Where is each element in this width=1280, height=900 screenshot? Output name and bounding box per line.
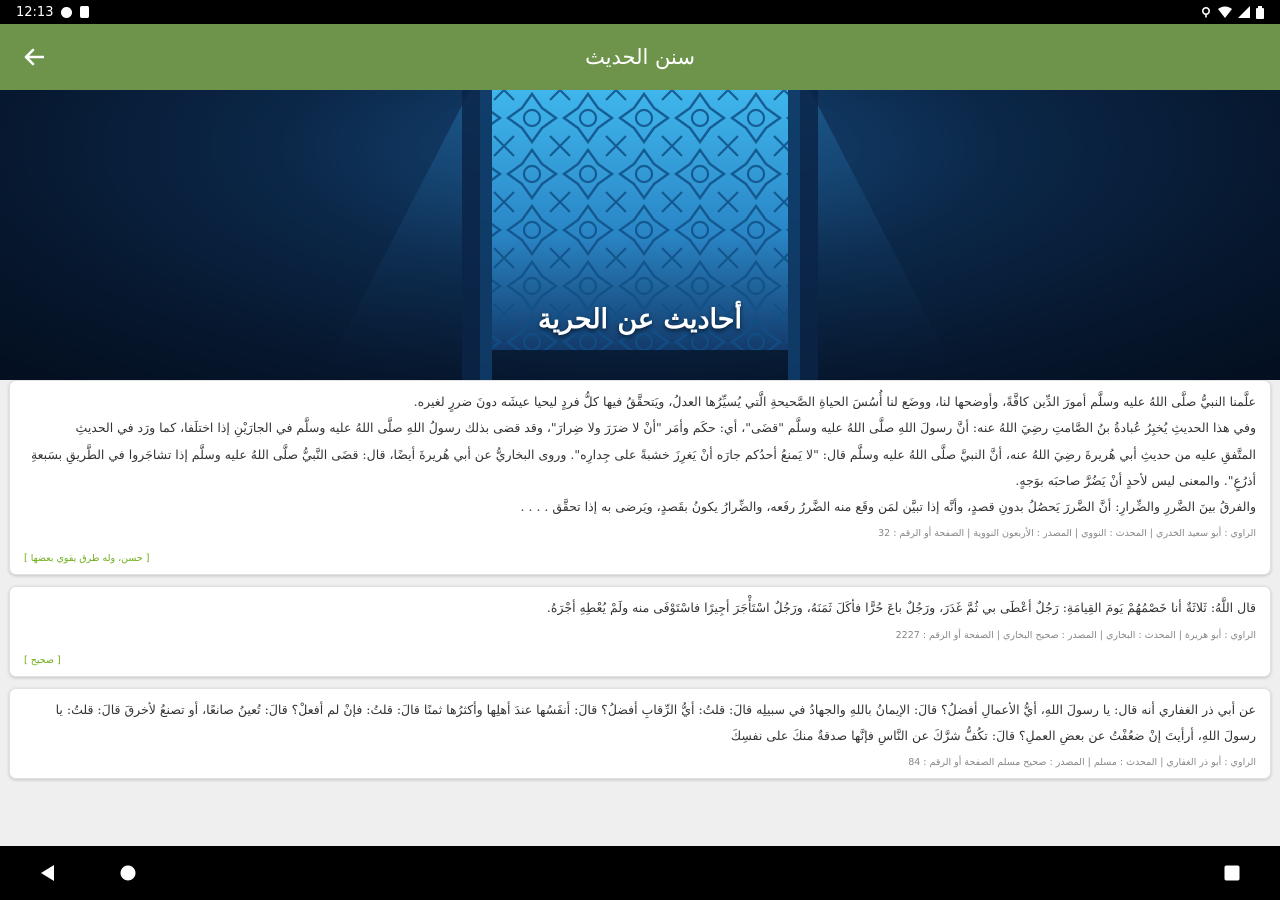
status-bar bbox=[0, 0, 1280, 24]
hadith-line: علَّمنا النبيُّ صلَّى اللهُ عليه وسلَّم أمورَ الدِّين كافَّةً، وأوضحها لنا، ووضَع لنا أُسُسَ الحياةِ الصَّحيحةِ الَّتي يُسيِّرُها العدلُ، ويَتحقَّقُ فيها كلُّ فردٍ ليحيا عيشَه دونَ ضررٍ لغيره. bbox=[413, 394, 1256, 409]
hadith-card[interactable] bbox=[9, 586, 1271, 676]
hadith-source: الراوي : أبو ذر الغفاري | المحدث : مسلم | المصدر : صحيح مسلم الصفحة أو الرقم : 84 bbox=[908, 757, 1256, 768]
hadith-line: وفي هذا الحديثِ يُخبِرُ عُبادةُ بنُ الصَّامتِ رضِيَ اللهُ عنه: أنَّ رسولَ اللهِ صلَّى اللهُ عليه وسلَّم "قضَى"، أي: حكَم وأمَر "أنْ لا ضرَرَ ولا ضِرارَ"، وقد قضى بذلك رسولُ اللهِ صلَّى اللهُ عليه وسلَّم في الجارَيْنِ إذا اختلَفا، كما ورَد في الحديثِ bbox=[75, 420, 1256, 436]
nav-back-icon bbox=[41, 865, 55, 881]
hadith-text bbox=[24, 389, 1256, 520]
nav-back-button[interactable] bbox=[34, 859, 62, 887]
arrow-back-icon bbox=[24, 48, 44, 66]
app-title: سنن الحديث bbox=[585, 45, 695, 69]
hadith-grade[interactable]: [ صحيح ] bbox=[24, 654, 61, 666]
hadith-text bbox=[24, 595, 1256, 621]
hadith-line: رسولَ اللهِ، أرأيتَ إنْ ضعُفْتُ عن بعضِ العملِ؟ قالَ: تكُفُّ شرَّكَ عن النَّاسِ فإنَّها صدقةٌ منكَ على نفسِكَ bbox=[730, 727, 1256, 743]
nav-home-icon bbox=[120, 865, 136, 881]
app-bar bbox=[0, 24, 1280, 90]
hadith-text bbox=[24, 697, 1256, 750]
back-button[interactable] bbox=[14, 37, 54, 77]
nav-recents-button[interactable] bbox=[1218, 859, 1246, 887]
location-icon bbox=[1200, 6, 1212, 18]
wifi-icon bbox=[1218, 6, 1232, 18]
hadith-list[interactable] bbox=[0, 380, 1280, 846]
hadith-line: والفرقُ بينَ الضَّررِ والضِّرارِ: أنَّ الضَّررَ يَحصُلُ بدونِ قصدٍ، وأنَّه إذا تبيَّن لمَن وقَع منه الضَّررُ رفَعه، والضِّرارُ يكونُ بقَصدٍ، ويَرضى به إذا تحقَّق . . . . bbox=[520, 499, 1256, 514]
status-time: 12:13 bbox=[16, 4, 54, 20]
hadith-line: قال اللَّهُ: ثَلاثَةٌ أنا خَصْمُهُمْ يَومَ القِيامَةِ: رَجُلٌ أعْطَى بي ثُمَّ غَدَرَ، ورَجُلٌ باعَ حُرًّا فأكَلَ ثَمَنَهُ، ورَجُلٌ اسْتَأْجَرَ أجِيرًا فاسْتَوْفَى منه ولَمْ يُعْطِهِ أجْرَهُ. bbox=[546, 600, 1256, 616]
nav-recents-icon bbox=[1224, 865, 1240, 881]
hadith-line: عن أبي ذر الغفاري أنه قال: يا رسولَ اللهِ، أيُّ الأعمالِ أفضلُ؟ قالَ: الإيمانُ باللهِ والجهادُ في سبيلِه قالَ: قلتُ: أيُّ الرِّقابِ أفضلُ؟ قالَ: أنفَسُها عندَ أهلِها وأكثرُها ثمنًا قالَ: قلتُ: فإنْ لم أفعلْ؟ قالَ: تُعينُ صانعًا، أو تصنعُ لأخرقَ قالَ: قلتُ: يا bbox=[55, 701, 1256, 717]
hero-banner bbox=[0, 90, 1280, 380]
hadith-line: أذرُعٍ". والمعنى ليس لأحدٍ أنْ يَضُرَّ صاحبَه بوَجهٍ. bbox=[1015, 472, 1256, 488]
hadith-source: الراوي : أبو هريرة | المحدث : البخاري | المصدر : صحيح البخاري | الصفحة أو الرقم : 2227 bbox=[895, 629, 1256, 641]
system-nav-bar bbox=[0, 846, 1280, 900]
battery-icon bbox=[1256, 6, 1264, 19]
hadith-card[interactable] bbox=[9, 688, 1271, 780]
islamic-window-illustration bbox=[0, 90, 1280, 380]
signal-icon bbox=[1238, 6, 1250, 18]
hadith-source: الراوي : أبو سعيد الخدري | المحدث : النووي | المصدر : الأربعون النووية | الصفحة أو الرقم : 32 bbox=[878, 528, 1256, 540]
hadith-grade[interactable]: [ حسن، وله طرق يقوي بعضها ] bbox=[24, 553, 150, 565]
storage-icon bbox=[80, 6, 89, 18]
hero-title: أحاديث عن الحرية bbox=[538, 304, 742, 335]
hadith-line: المتَّفقِ عليه من حديثِ أبي هُريرةَ رضِيَ اللهُ عنه، أنَّ النبيَّ صلَّى اللهُ عليه وسلَّم قال: "لا يَمنعُ أحدُكم جارَه أنْ يَغرِزَ خشبةً على جِدارِه". وروى البخاريُّ عن أبي هُريرةَ أيضًا، قال: قضَى النَّبيُّ صلَّى اللهُ عليه وسلَّم إذا تشاجَروا في الطَّريقِ بسَبعةِ bbox=[30, 446, 1256, 462]
hadith-card[interactable] bbox=[9, 380, 1271, 575]
settings-circle-icon bbox=[61, 7, 72, 18]
nav-home-button[interactable] bbox=[114, 859, 142, 887]
